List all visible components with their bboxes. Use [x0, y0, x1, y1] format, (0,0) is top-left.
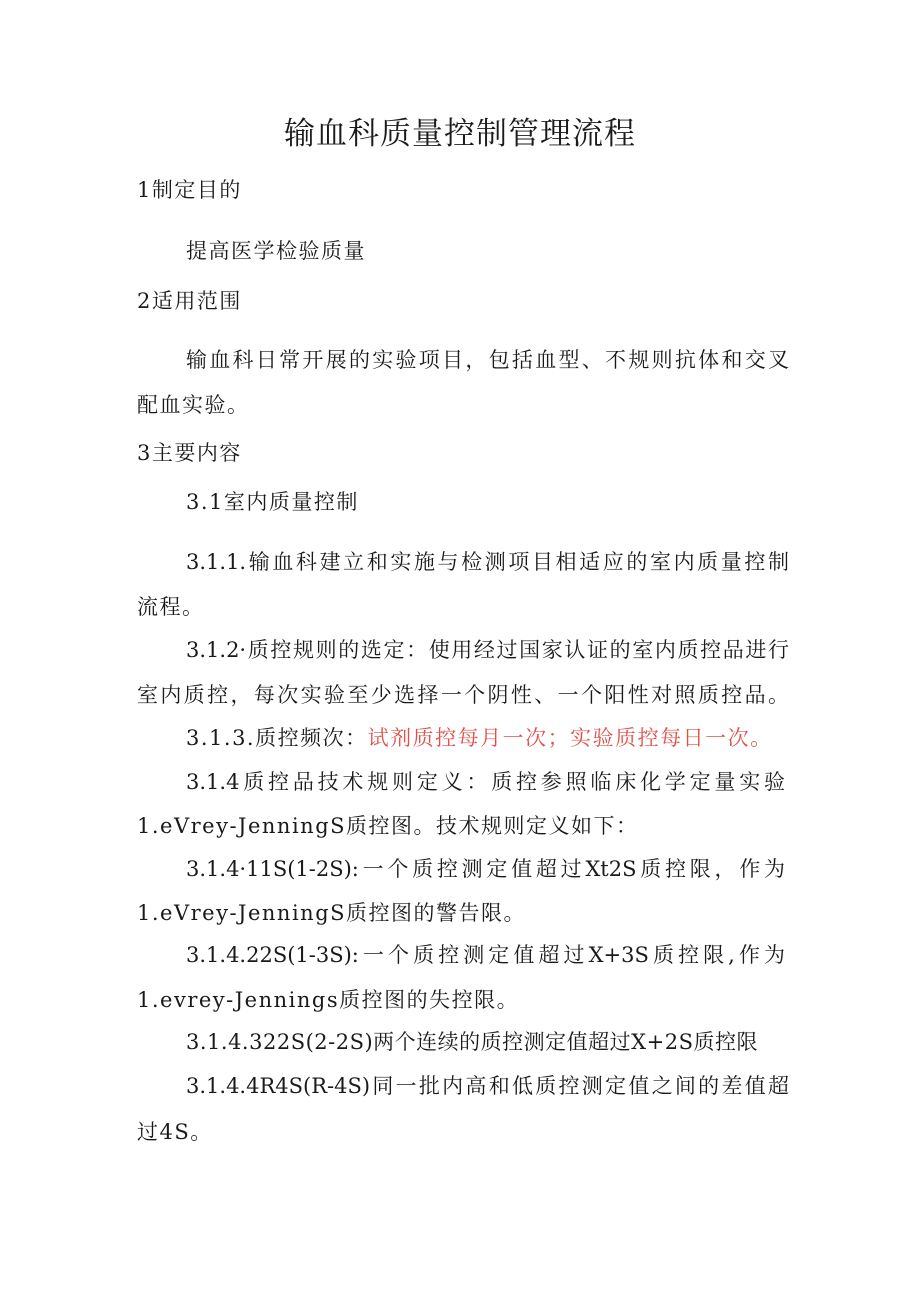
para-3-1-1-line-2: 流程。: [137, 595, 205, 619]
para-3-1-3-highlight: 试剂质控每月一次；实验质控每日一次。: [367, 726, 773, 750]
para-3-1-4-2-line-1: 3.1.4.22S(1-3S):一个质控测定值超过X+3S质控限,作为: [186, 943, 785, 967]
section-1-heading: 1制定目的: [137, 178, 242, 202]
section-2-heading: 2适用范围: [137, 289, 242, 313]
para-3-1-4-line-1: 3.1.4质控品技术规则定义：质控参照临床化学定量实验: [186, 770, 785, 794]
section-2-body-line-1: 输血科日常开展的实验项目，包括血型、不规则抗体和交叉: [186, 348, 789, 372]
para-3-1-4-3: 3.1.4.322S(2-2S)两个连续的质控测定值超过X+2S质控限: [186, 1030, 758, 1054]
para-3-1-4-4-line-2: 过4S。: [137, 1120, 213, 1144]
para-3-1-4-4-line-1: 3.1.4.4R4S(R-4S)同一批内高和低质控测定值之间的差值超: [186, 1074, 789, 1098]
para-3-1-1-line-1: 3.1.1.输血科建立和实施与检测项目相适应的室内质量控制: [186, 550, 789, 574]
section-1-body: 提高医学检验质量: [186, 239, 366, 263]
section-3-heading: 3主要内容: [137, 441, 242, 465]
para-3-1-2-line-1: 3.1.2·质控规则的选定：使用经过国家认证的室内质控品进行: [186, 638, 789, 662]
para-3-1-4-line-2: 1.eVrey-JenningS质控图。技术规则定义如下：: [137, 814, 639, 838]
section-3-1-heading: 3.1室内质量控制: [186, 490, 359, 514]
section-2-body-line-2: 配血实验。: [137, 393, 250, 417]
para-3-1-4-1-line-1: 3.1.4·11S(1-2S):一个质控测定值超过Xt2S质控限，作为: [186, 857, 785, 881]
para-3-1-4-1-line-2: 1.eVrey-JenningS质控图的警告限。: [137, 901, 527, 925]
para-3-1-3-prefix: 3.1.3.质控频次：: [186, 726, 368, 750]
document-title: 输血科质量控制管理流程: [284, 116, 636, 152]
para-3-1-2-line-2: 室内质控，每次实验至少选择一个阴性、一个阳性对照质控品。: [137, 683, 789, 707]
para-3-1-3: [186, 723, 773, 753]
para-3-1-4-2-line-2: 1.evrey-Jennings质控图的失控限。: [137, 988, 520, 1012]
